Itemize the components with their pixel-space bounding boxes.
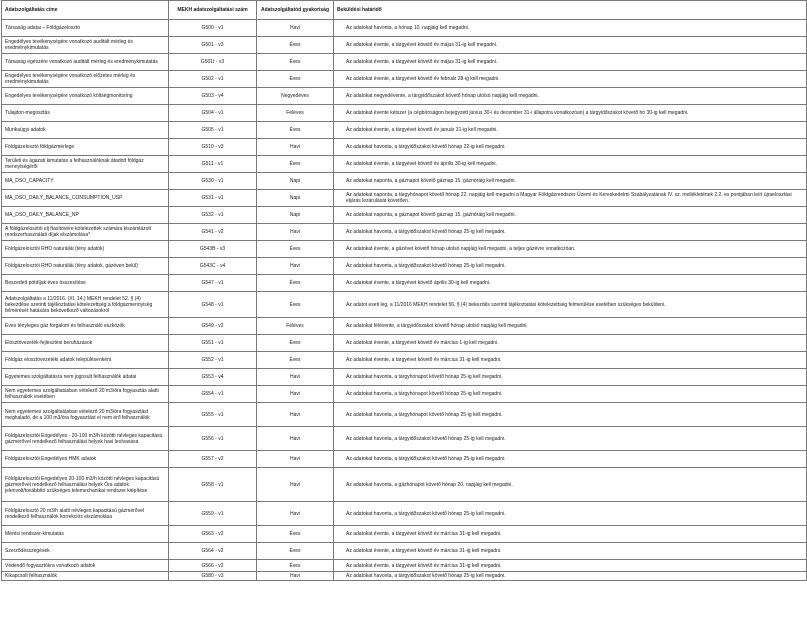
- cell-title: MA_DSO_CAPACITY: [2, 173, 169, 190]
- cell-deadline: Az adatokat havonta, a hónap 10. napjáig kell megadni.: [334, 20, 807, 37]
- cell-deadline: Az adatokat havonta, a tárgyidőszakot követő hónap 25-ig kell megadni.: [334, 572, 807, 581]
- cell-title: Engedélyes tevékenységére vonatkozó költségmonitoring: [2, 88, 169, 105]
- cell-code: G505 - v1: [169, 122, 257, 139]
- cell-title: Kikapcsolt felhasználók: [2, 572, 169, 581]
- cell-code: G555 - v1: [169, 403, 257, 427]
- table-row: [2, 156, 807, 173]
- cell-title: Védendő fogyasztókra vonatkozó adatok: [2, 560, 169, 572]
- cell-code: G552 - v1: [169, 352, 257, 369]
- table-row: [2, 88, 807, 105]
- cell-title: Éves tényleges gáz forgalom és felhasználó eszközök: [2, 318, 169, 335]
- col-header-code: MEKH adatszolgáltatási szám: [169, 1, 257, 20]
- cell-deadline: Az adatokat havonta, a tárgyidőszakot követő hónap 25-ig kell megadni.: [334, 224, 807, 241]
- table-row: [2, 54, 807, 71]
- cell-frequency: Havi: [257, 386, 334, 403]
- cell-title: Földgázelosztói Engedélyes HMK adatok: [2, 451, 169, 468]
- cell-title: MA_DSO_DAILY_BALANCE_NP: [2, 207, 169, 224]
- cell-frequency: Éves: [257, 526, 334, 543]
- cell-code: G531 - v1: [169, 190, 257, 207]
- cell-code: G543C - v4: [169, 258, 257, 275]
- table-row: [2, 122, 807, 139]
- cell-deadline: Az adatokat évente, a tárgyévet követő április 30-ig kell megadni.: [334, 275, 807, 292]
- table-row: [2, 207, 807, 224]
- table-row: [2, 502, 807, 526]
- cell-code: G549 - v2: [169, 318, 257, 335]
- cell-title: Egyetemes szolgáltatásra nem jogosult felhasználók adatai: [2, 369, 169, 386]
- cell-deadline: Az adatokat évente, a tárgyévet követő év május 31-ig kell megadni.: [334, 37, 807, 54]
- table-row: [2, 173, 807, 190]
- cell-title: Elosztóvezeték-fejlesztési beruházások: [2, 335, 169, 352]
- cell-frequency: Negyedéves: [257, 88, 334, 105]
- cell-title: Társaság adatai – Földgázelosztó: [2, 20, 169, 37]
- table-row: [2, 386, 807, 403]
- cell-title: Földgázelosztói Engedélyes 20-100 m3/h közötti névleges kapacitású gázmérővel rendelkező felhasználási helyek Óra adatok jelenvolt/továbbító szükséges telemechanikai rendszer kiépítése: [2, 468, 169, 502]
- cell-deadline: Az adatokat naponta, a gáznapot követő gáznap 15. gáznóráig kell megadni.: [334, 207, 807, 224]
- cell-frequency: Éves: [257, 560, 334, 572]
- cell-title: Mérési rendszer-kimutatás: [2, 526, 169, 543]
- cell-frequency: Éves: [257, 292, 334, 318]
- cell-deadline: Az adatokat havonta, a gázhónapot követő hónap 20. napjáig kell megadni.: [334, 468, 807, 502]
- cell-deadline: Az adatokat évente, a gázévet követő hónap utolsó napjáig kell megadni, a teljes gázévre vonatkozóan.: [334, 241, 807, 258]
- table-row: [2, 190, 807, 207]
- cell-frequency: Féléves: [257, 318, 334, 335]
- cell-title: A földgázelosztói elj ftasítóvére kötelezettek számára kiszámlázott rendszerhasználati díjak elszámolása*: [2, 224, 169, 241]
- cell-code: G566 - v2: [169, 560, 257, 572]
- cell-code: G541 - v2: [169, 224, 257, 241]
- table-row: [2, 451, 807, 468]
- table-row: [2, 543, 807, 560]
- cell-deadline: Az adatokat évente, a tárgyévet követő év április 30-ig kell megadni.: [334, 156, 807, 173]
- cell-title: Nem egyetemes szolgáltatásban vételező 20 m3/óra fogyasztás alatti felhasználók esetében: [2, 386, 169, 403]
- cell-title: Szerződésszegések: [2, 543, 169, 560]
- col-header-deadline: Beküldési határidő: [334, 1, 807, 20]
- cell-code: G559 - v1: [169, 502, 257, 526]
- cell-deadline: Az adatokat negyedévente, a tárgyidőszakot követő hónap utolsó napjáig kell megadni.: [334, 88, 807, 105]
- cell-frequency: Havi: [257, 258, 334, 275]
- cell-deadline: Az adatokat havonta, a tárgyidőszakot követő hónap 25-ig kell megadni.: [334, 258, 807, 275]
- cell-code: G510 - v3: [169, 139, 257, 156]
- cell-deadline: Az adatokat évente, a tárgyévet követő év március 31-ig kell megadni.: [334, 526, 807, 543]
- cell-code: G551 - v1: [169, 335, 257, 352]
- cell-code: G547 - v1: [169, 275, 257, 292]
- cell-code: G501t - v3: [169, 54, 257, 71]
- cell-frequency: Éves: [257, 543, 334, 560]
- cell-code: G580 - v3: [169, 572, 257, 581]
- cell-deadline: Az adatokat évente, a tárgyévet követő év május 31-ig kell megadni.: [334, 54, 807, 71]
- table-row: [2, 224, 807, 241]
- cell-code: G511 - v1: [169, 156, 257, 173]
- data-table: [1, 0, 807, 581]
- col-header-frequency: Adatszolgáltatód gyakoriság: [257, 1, 334, 20]
- cell-deadline: Az adatokat havonta, a tárgyidőszakot követő hónap 25-ig kell megadni.: [334, 451, 807, 468]
- cell-title: Földgázelosztói Engedélyes - 20-100 m3/h közötti névleges kapacitású gázmérővel rendelkező felhasználási helyek havi leolvasása: [2, 427, 169, 451]
- cell-code: G502 - v1: [169, 71, 257, 88]
- cell-title: Földgázelosztó földgázmérlege: [2, 139, 169, 156]
- cell-code: G501 - v3: [169, 37, 257, 54]
- cell-deadline: Az adatokat évente, a tárgyévet követő év március 31-ig kell megadni.: [334, 560, 807, 572]
- table-row: [2, 572, 807, 581]
- cell-frequency: Éves: [257, 352, 334, 369]
- cell-frequency: Havi: [257, 224, 334, 241]
- cell-frequency: Havi: [257, 572, 334, 581]
- cell-deadline: Az adatokat évente, a tárgyévet követő év március 1-ig kell megadni.: [334, 335, 807, 352]
- cell-deadline: Az adatokat félévente, a tárgyidőszakot követő hónap utolsó napjáig kell megadni.: [334, 318, 807, 335]
- cell-deadline: Az adatokat évente, a tárgyévet követő év március 31-ig kell megadni.: [334, 543, 807, 560]
- cell-title: Földgáz elosztóvezetéki adatok településenként: [2, 352, 169, 369]
- table-row: [2, 352, 807, 369]
- table-row: [2, 318, 807, 335]
- table-row: [2, 275, 807, 292]
- cell-frequency: Havi: [257, 451, 334, 468]
- cell-frequency: Havi: [257, 20, 334, 37]
- cell-frequency: Éves: [257, 54, 334, 71]
- cell-title: Adatszolgáltatás a 11/2016. (XI. 14.) MEKH rendelet 52. § (4) bekezdése szerinti tájékoztatási kötelezettség a földgázmennyiség felmérését hatására bekövetkező változásokról: [2, 292, 169, 318]
- cell-title: Munkaügyi adatok: [2, 122, 169, 139]
- table-row: [2, 105, 807, 122]
- table-row: [2, 20, 807, 37]
- cell-code: G503 - v4: [169, 88, 257, 105]
- cell-frequency: Havi: [257, 403, 334, 427]
- cell-code: G500 - v1: [169, 20, 257, 37]
- cell-deadline: Az adatokat havonta, a tárgyhónapot követő hónap 25-ig kell megadni.: [334, 369, 807, 386]
- cell-deadline: Az adatokat havonta, a tárgyidőszakot követő hónap 25-ig kell megadni.: [334, 427, 807, 451]
- cell-deadline: Az adatokat havonta, a tárgyidőszakot követő hónap 25-ig kell megadni.: [334, 502, 807, 526]
- cell-deadline: Az adatokat havonta, a tárgyhónapot követő hónap 25-ig kell megadni.: [334, 386, 807, 403]
- cell-title: Földgázelosztói RHD naturáliái (tény adatok, gázéven belül): [2, 258, 169, 275]
- cell-frequency: Napi: [257, 173, 334, 190]
- cell-frequency: Havi: [257, 427, 334, 451]
- cell-frequency: Féléves: [257, 105, 334, 122]
- cell-title: Társaság egészére vonatkozó auditált mérleg és eredménykimutatás: [2, 54, 169, 71]
- cell-code: G558 - v1: [169, 468, 257, 502]
- cell-frequency: Havi: [257, 502, 334, 526]
- cell-title: Nem egyetemes szolgáltatásban vételező 20 m3/óra fogyasztást meghaladó, de a 100 m3/óra fogyasztást el nem érő felhasználók: [2, 403, 169, 427]
- table-row: [2, 37, 807, 54]
- cell-code: G554 - v1: [169, 386, 257, 403]
- table-row: [2, 241, 807, 258]
- table-row: [2, 71, 807, 88]
- cell-title: Tulajdon-megosztás: [2, 105, 169, 122]
- cell-deadline: Az adatokat naponta, a gáznapot követő gáznap 15. gáznóráig kell megadni.: [334, 173, 807, 190]
- cell-code: G532 - v1: [169, 207, 257, 224]
- cell-frequency: Éves: [257, 71, 334, 88]
- cell-title: Beszedett pótdíjak éves összesítése: [2, 275, 169, 292]
- table-row: [2, 139, 807, 156]
- cell-deadline: Az adatokat évente, a tárgyévet követő év március 31-ig kell megadni.: [334, 352, 807, 369]
- table-row: [2, 403, 807, 427]
- table-row: [2, 526, 807, 543]
- table-row: [2, 468, 807, 502]
- cell-frequency: Éves: [257, 335, 334, 352]
- cell-deadline: Az adatokat évente kétszer (a cégbíróságon bejegyzett június 30-i és december 31-i állapotra vonatkozóan) a tárgyidőszakot követő hó 30-ig kell megadni.: [334, 105, 807, 122]
- header-row: [2, 1, 807, 20]
- cell-frequency: Havi: [257, 468, 334, 502]
- cell-deadline: Az adatokat havonta, a tárgyidőszakot követő hónap 22-ig kell megadni.: [334, 139, 807, 156]
- table-row: [2, 292, 807, 318]
- table-row: [2, 258, 807, 275]
- table-row: [2, 427, 807, 451]
- cell-title: Földgázelosztói RHD naturáliái (tény adatok): [2, 241, 169, 258]
- cell-code: G553 - v4: [169, 369, 257, 386]
- table-row: [2, 369, 807, 386]
- cell-frequency: Havi: [257, 369, 334, 386]
- cell-frequency: Éves: [257, 275, 334, 292]
- cell-title: Engedélyes tevékenységére vonatkozó előzetes mérleg és eredménykimutatás: [2, 71, 169, 88]
- cell-deadline: Az adatot eseti leg, a 11/2016 MEKH rendelet 56. § (4) bekezdés szerinti tájékoztatási kötelezettség felmerülése esetében szükséges beküldeni.: [334, 292, 807, 318]
- cell-frequency: Napi: [257, 207, 334, 224]
- cell-code: G530 - v1: [169, 173, 257, 190]
- cell-frequency: Éves: [257, 156, 334, 173]
- cell-deadline: Az adatokat évente, a tárgyévet követő év január 31-ig kell megadni.: [334, 122, 807, 139]
- cell-code: G557 - v2: [169, 451, 257, 468]
- table-body: [2, 20, 807, 581]
- cell-title: Területi és ágazati kimutatás a felhasználóknak átadott földgáz mennyiségéről: [2, 156, 169, 173]
- cell-deadline: Az adatokat naponta, a tárgyhónapot követő hónap 22. napjáig kell megadni a Magyar Földgázrendszer Üzemi és Kereskedelmi Szabályzatának IV. sz. mellékletének 2.2. es pontjában leírt újraelosztási eljárás lezárulását követően.: [334, 190, 807, 207]
- cell-frequency: Éves: [257, 122, 334, 139]
- cell-code: G504 - v1: [169, 105, 257, 122]
- cell-title: Engedélyes tevékenységére vonatkozó auditált mérleg és eredménykimutatás: [2, 37, 169, 54]
- cell-title: MA_DSO_DAILY_BALANCE_CONSUMPTION_USP: [2, 190, 169, 207]
- cell-code: G564 - v2: [169, 543, 257, 560]
- cell-deadline: Az adatokat évente, a tárgyévet követő év február 28-ig kell megadni.: [334, 71, 807, 88]
- cell-code: G543B - v3: [169, 241, 257, 258]
- cell-frequency: Napi: [257, 190, 334, 207]
- col-header-title: Adatszolgáltatás címe: [2, 1, 169, 20]
- cell-frequency: Éves: [257, 37, 334, 54]
- cell-code: G563 - v2: [169, 526, 257, 543]
- cell-title: Földgázelosztó 20 m3/h alatti névleges kapacitású gázmérővel rendelkező felhasználók korrekciós elszámolása: [2, 502, 169, 526]
- cell-frequency: Havi: [257, 139, 334, 156]
- cell-code: G556 - v1: [169, 427, 257, 451]
- cell-deadline: Az adatokat havonta, a tárgyhónapot követő hónap 25-ig kell megadni.: [334, 403, 807, 427]
- table-row: [2, 335, 807, 352]
- table-row: [2, 560, 807, 572]
- cell-code: G548 - v1: [169, 292, 257, 318]
- cell-frequency: Éves: [257, 241, 334, 258]
